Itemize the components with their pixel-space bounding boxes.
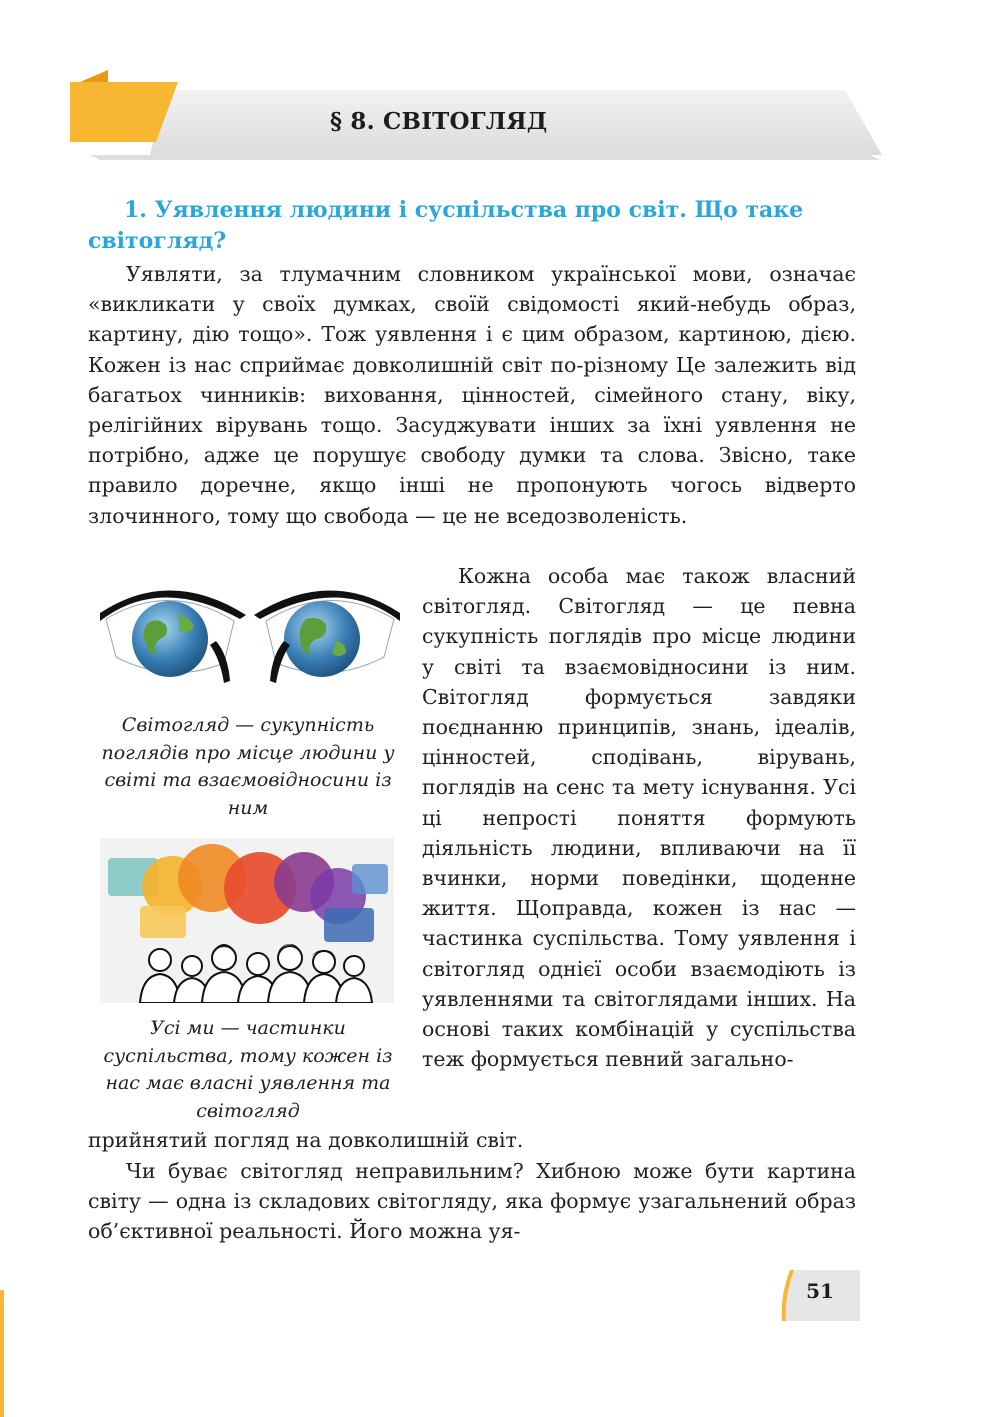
eyes-caption: Світогляд — сукупність поглядів про місце людини у світі та взаємовідносини із ним xyxy=(101,714,395,819)
eyes-globe-illustration xyxy=(100,585,400,685)
body-paragraph-2: Кожна особа має також власний світогляд. Світогляд — це певна сукупність поглядів про місце людини у світі та взаємовідносини із ним. Світогляд формується завдяки поєднанню принципів, знань, ідеалів, цінностей, сподівань, вірувань, поглядів на сенс та мету існування. Усі ці непрості поняття формують діяльність людини, впливаючи на її вчинки, норми поведінки, щоденне життя. Щоправда, кожен із нас — частинка суспільства. Тому уявлення і світогляд однієї особи взаємодіють із уявленнями та світоглядами інших. На основі таких комбінацій у суспільства теж формується певний загально- xyxy=(422,564,856,1072)
body-paragraph-3: Чи буває світогляд неправильним? Хибною може бути картина світу — одна із складових світогляду, яка формує узагальнений образ об’єктивної реальності. Його можна уя- xyxy=(88,1159,856,1244)
body-paragraph-1: Уявляти, за тлумачним словником української мови, означає «викликати у своїх думках, своїй свідомості який-небудь образ, картину, дію тощо». Тож уявлення і є цим образом, картиною, дією. Кожен із нас сприймає довколишній світ по-різному Це залежить від багатьох чинників: виховання, цінностей, сімейного стану, віку, релігійних вірувань тощо. Засуджувати інших за їхні уявлення не потрібно, адже це порушує свободу думки та слова. Звісно, таке правило доречне, якщо інші не пропонують чогось відверто злочинного, тому що свобода — це не вседозволеність. xyxy=(88,262,856,528)
people-caption: Усі ми — частинки суспільства, тому кожен із нас має власні уявлення та світогляд xyxy=(103,1017,393,1122)
people-speech-bubbles-illustration xyxy=(100,838,394,1003)
section-heading xyxy=(88,195,858,257)
section-heading-text: 1. Уявлення людини і суспільства про світ. Що таке світогляд? xyxy=(88,197,804,254)
chapter-title: § 8. СВІТОГЛЯД xyxy=(330,108,548,135)
page-edge-marker xyxy=(0,1290,4,1417)
body-paragraph-2-end: прийнятий погляд на довколишній світ. xyxy=(88,1128,524,1152)
page-number: 51 xyxy=(806,1279,834,1303)
